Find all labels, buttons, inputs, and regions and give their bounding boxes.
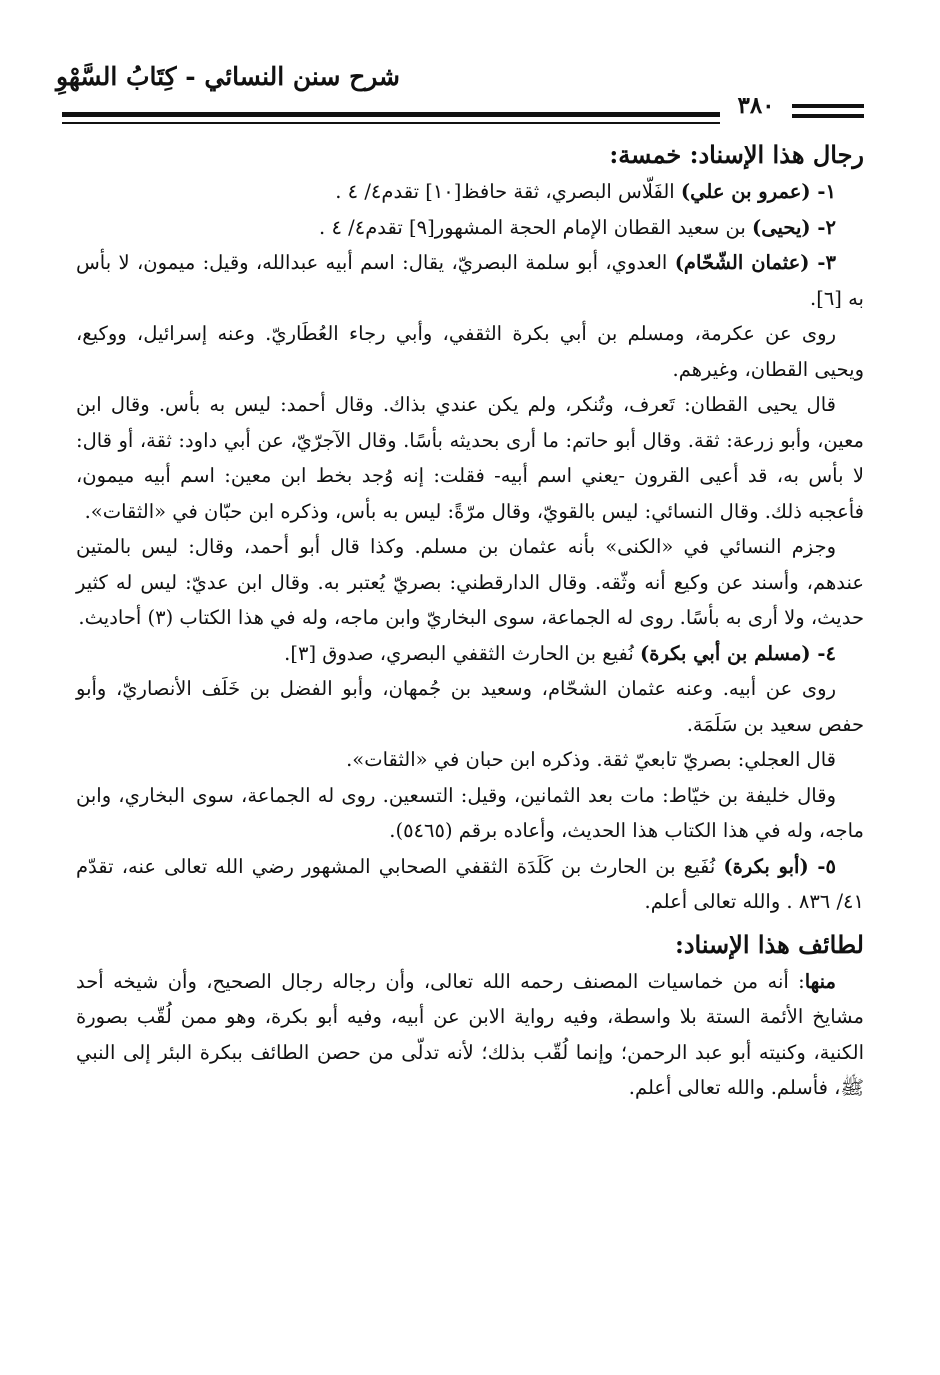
narrator-item-5 — [76, 849, 864, 920]
header-rule-thick — [62, 112, 720, 117]
paragraph-grading-4: قال العجلي: بصريّ تابعيّ ثقة. وذكره ابن حبان في «الثقات». — [346, 748, 836, 771]
running-header-title: شرح سنن النسائي - كِتَابُ السَّهْوِ — [55, 62, 400, 91]
narrator-name: (عثمان الشّحّام) — [674, 251, 810, 274]
page-body — [76, 136, 864, 1106]
narrator-name: (أبو بكرة) — [723, 854, 809, 878]
narrator-item-1 — [76, 174, 864, 210]
narrator-name: (عمرو بن علي) — [680, 180, 811, 203]
narrator-item-2 — [76, 210, 864, 246]
narrator-item-4 — [76, 636, 864, 672]
lead-word: منها — [804, 969, 836, 993]
narrator-details: نُفَيع بن الحارث بن كَلَدَة الثقفي الصحابي المشهور رضي الله تعالى عنه، تقدّم ٤١/ ٨٣٦ . والله تعالى أعلم. — [76, 854, 864, 913]
narrator-details: بن سعيد القطان الإمام الحجة المشهور[٩] تقدم٤/ ٤ . — [319, 215, 753, 239]
narrator-item-3 — [76, 245, 864, 316]
item-number: ٤- — [810, 641, 836, 665]
section-title-subtleties: لطائف هذا الإسناد: — [674, 929, 864, 959]
narrator-name: (يحيى) — [752, 215, 811, 239]
paragraph-students-3: روى عن عكرمة، ومسلم بن أبي بكرة الثقفي، وأبي رجاء العُطَاريّ. وعنه إسرائيل، ووكيع، ويحيى القطان، وغيرهم. — [76, 322, 864, 381]
item-number: ٢- — [810, 215, 836, 239]
narrator-name: (مسلم بن أبي بكرة) — [639, 641, 811, 665]
item-number: ٥- — [808, 854, 836, 878]
paragraph-students-4: روى عن أبيه. وعنه عثمان الشحّام، وسعيد بن جُمهان، وأبو الفضل بن خَلَف الأنصاريّ، وأبو حفص سعيد بن سَلَمَة. — [76, 677, 864, 736]
paragraph-subtleties — [76, 964, 864, 1106]
paragraph-kuna-3: وجزم النسائي في «الكنى» بأنه عثمان بن مسلم. وكذا قال أبو أحمد، وقال: ليس بالمتين عندهم، وأسند عن وكيع أنه وثّقه. وقال الدارقطني: بصريّ يُعتبر به. وقال ابن عديّ: ليس له كثير حديث، ولا أرى به بأسًا. روى له الجماعة، سوى البخاريّ وابن ماجه، وله في هذا الكتاب (٣) أحاديث. — [76, 535, 864, 629]
subtleties-text: : أنه من خماسيات المصنف رحمه الله تعالى، وأن رجاله رجال الصحيح، وأن شيخه أحد مشايخ الأئمة الستة بلا واسطة، وفيه رواية الابن عن أبيه، وفيه أبو بكرة، وهو ممن لُقّب بصورة الكنية، وكنيته أبو عبد الرحمن؛ وإنما لُقّب بذلك؛ لأنه تدلّى من حصن الطائف ببكرة البئر إلى النبي ﷺ، فأسلم. والله تعالى أعلم. — [76, 969, 864, 1099]
header-rule-thin — [62, 122, 720, 124]
paragraph-grading-3: قال يحيى القطان: تَعرف، وتُنكر، ولم يكن عندي بذاك. وقال أحمد: ليس به بأس. وقال ابن معين، وأبو زرعة: ثقة. وقال أبو حاتم: ما أرى بحديثه بأسًا. وقال الآجرّيّ، عن أبي داود: ثقة، أو قال: لا بأس به، قد أعيى القرون -يعني اسم أبيه- فقلت: إنه وُجد بخط ابن معين: اسم أبيه ميمون، فأعجبه ذلك. وقال النسائي: ليس بالقويّ، وقال مرّةً: ليس به بأس، وذكره ابن حبّان في «الثقات». — [76, 393, 864, 523]
header-rule-right-bottom — [792, 114, 864, 118]
paragraph-death-4: وقال خليفة بن خيّاط: مات بعد الثمانين، وقيل: التسعين. روى له الجماعة، سوى البخاري، وابن ماجه، وله في هذا الكتاب هذا الحديث، وأعاده برقم (٥٤٦٥). — [76, 783, 864, 842]
item-number: ٣- — [809, 251, 836, 274]
narrator-details: العدوي، أبو سلمة البصريّ، يقال: اسم أبيه عبدالله، وقيل: ميمون، لا بأس به [٦]. — [76, 251, 864, 310]
page-number: ٣٨٠ — [737, 92, 775, 119]
narrator-details: نُفيع بن الحارث الثقفي البصري، صدوق [٣]. — [284, 641, 640, 665]
item-number: ١- — [810, 180, 836, 203]
section-title-narrators: رجال هذا الإسناد: خمسة: — [609, 140, 864, 169]
header-rule-right-top — [792, 104, 864, 108]
narrator-details: الفَلّاس البصري، ثقة حافظ[١٠] تقدم٤/ ٤ . — [335, 180, 681, 203]
